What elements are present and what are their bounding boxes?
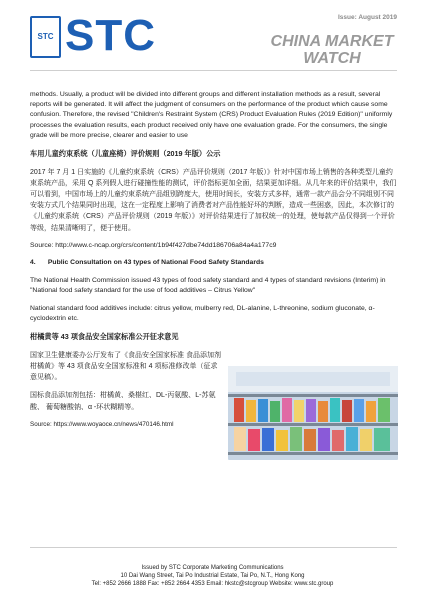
header-divider — [30, 70, 397, 71]
paragraph-1: methods. Usually, a product will be divided into different groups and different installation methods as a result, several reports will be generated. It will affect the judgment of consumers on the performance of the product which cause some confusion. Therefore, the revised "Children's Restraint System (CRS) Product Evaluation Rules (2019 Edition)" uniformly processes the evaluation results, each product received only have one evaluation grade. For the consumers, the single grade will be more precise, clearer and easier to use — [30, 91, 393, 139]
logo-mark-glyph: STC — [37, 32, 54, 41]
newsletter-title — [267, 34, 397, 67]
footer-line-2: 10 Dai Wang Street, Tai Po Industrial Estate, Tai Po, N.T., Hong Kong — [120, 572, 305, 579]
footer-line-1: Issued by STC Corporate Marketing Communications — [141, 564, 284, 571]
source-2: Source: https://www.woyaoce.cn/news/470146.html — [30, 420, 174, 428]
paragraph-2: The National Health Commission issued 43 types of food safety standard and 4 types of standard revisions (Interim) in "National food safety standard for the use of food additives – Citrus Yellow" — [30, 277, 386, 295]
footer-divider — [30, 547, 397, 548]
supermarket-shelf-image — [228, 366, 398, 460]
zh-title-1: 车用儿童约束系统（儿童座椅）评价规则（2019 年版）公示 — [30, 148, 221, 158]
newsletter-title-line2: WATCH — [303, 50, 361, 67]
section-4-title: Public Consultation on 43 types of National Food Safety Standards — [47, 259, 264, 267]
left-column-text — [30, 332, 222, 413]
stc-logo-text: STC — [65, 11, 156, 60]
newsletter-title-line1: CHINA MARKET — [270, 33, 394, 50]
footer — [0, 564, 425, 588]
paragraph-3: National standard food additives include: citrus yellow, mulberry red, DL-alanine, L-threonine, sodium gluconate, α-cyclodextrin etc. — [30, 304, 375, 322]
zh-body-1: 2017 年 7 月 1 日实施的《儿童约束系统（CRS）产品评价规则（2017 年版）》针对中国市场上销售的各种类型儿童约束系统产品，采用 Q 系列假人进行碰撞性能的测试，评价指标更加全面，结果更加详细。从几年来的评价结果中，我们可以看到，中国市场上的儿童约束系统产品组别跨度大，使用时间长，安装方式多样，通常一款产品会分不同组别不同安装方式几个结果同时出现，这在一定程度上影响了消费者对产品性能好坏的判断，造成一些困惑，因此，本次修订的《儿童约束系统（CRS）产品评价规则（2019 年版）》对评价结果进行了加权统一的处理，使每款产品仅得到一个评价等级，结果清晰明了，便于使用。 — [30, 168, 397, 232]
section-4-number: 4. — [30, 259, 36, 267]
shelf-photo-illustration — [228, 366, 398, 460]
zh-title-2: 柑橘黄等 43 项食品安全国家标准公开征求意见 — [30, 331, 179, 341]
stc-logo-mark — [30, 16, 61, 58]
issue-date: Issue: August 2019 — [337, 14, 397, 21]
footer-line-3: Tel: +852 2666 1888 Fax: +852 2664 4353 Email: hkstc@stcgroup Website: www.stc.group — [91, 580, 334, 587]
source-1: Source: http://www.c-ncap.org/crs/content/1b94f427dbe74dd186706a84a4a177c9 — [30, 241, 277, 249]
zh-body-2: 国家卫生健康委办公厅发布了《食品安全国家标准 食品添加剂 柑橘黄》等 43 项食品安全国家标准和 4 项标准修改单（征求意见稿）。 — [30, 351, 221, 382]
section-4-heading — [30, 258, 397, 268]
zh-body-3: 国标食品添加剂包括：柑橘黄、桑椹红、DL-丙氨酸、L-苏氨酸、 葡萄糖酸钠、α -环状糊精等。 — [30, 392, 216, 411]
